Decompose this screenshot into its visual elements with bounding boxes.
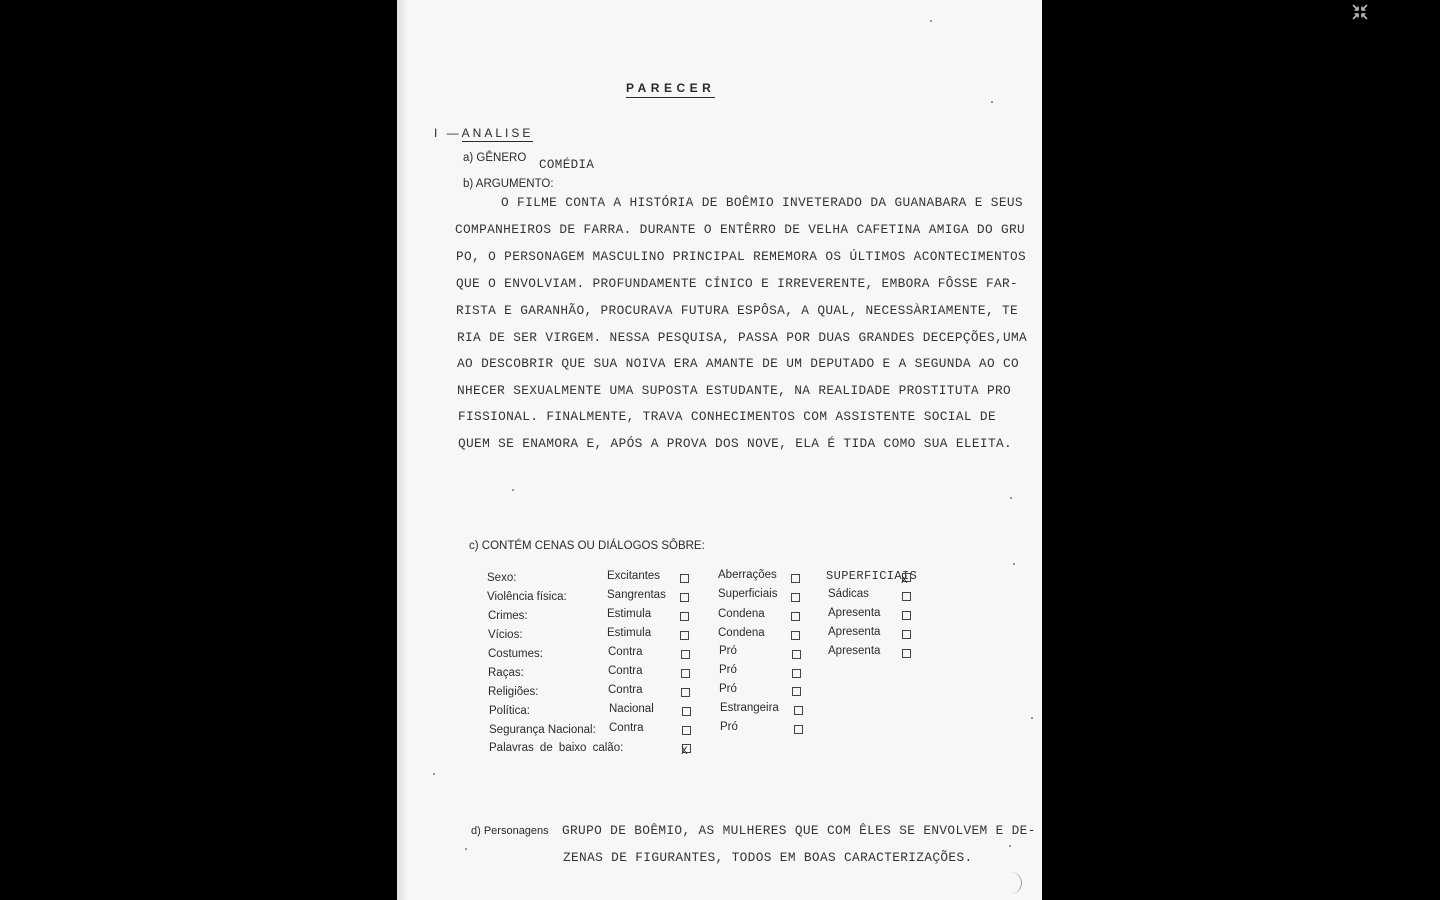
page-title: PARECER [626,81,715,98]
option-label: Sangrentas [607,589,666,601]
argumento-line: AO DESCOBRIR QUE SUA NOIVA ERA AMANTE DE UM DEPUTADO E A SEGUNDA AO CO [457,356,1020,371]
option-label: Pró [719,645,737,657]
checkbox[interactable] [902,611,911,620]
argumento-label: b) ARGUMENTO: [463,178,554,190]
checkbox[interactable] [680,593,689,602]
checkbox[interactable] [902,630,911,639]
checkbox-checked[interactable] [902,573,911,582]
document-page [397,0,1042,900]
option-label: Condena [718,627,765,639]
scan-artifact [1031,717,1033,719]
scan-artifact [433,773,435,775]
scan-artifact [1007,872,1022,894]
checkbox[interactable] [792,650,801,659]
scan-artifact [930,20,932,22]
option-label: Contra [608,646,643,658]
argumento-line: PO, O PERSONAGEM MASCULINO PRINCIPAL REMEMORA OS ÚLTIMOS ACONTECIMENTOS [456,249,1027,264]
scan-artifact [1009,845,1011,847]
scan-artifact [512,489,514,491]
checkbox[interactable] [791,574,800,583]
category-label: Costumes: [488,648,543,660]
argumento-line: COMPANHEIROS DE FARRA. DURANTE O ENTÊRRO DE VELHA CAFETINA AMIGA DO GRU [455,222,1026,237]
personagens-line: GRUPO DE BOÊMIO, AS MULHERES QUE COM ÊLES SE ENVOLVEM E DE- [562,823,1036,838]
option-label: Contra [608,684,643,696]
checkbox[interactable] [902,649,911,658]
option-label: Contra [609,722,644,734]
option-label: Aberrações [718,569,777,581]
argumento-line: NHECER SEXUALMENTE UMA SUPOSTA ESTUDANTE, NA REALIDADE PROSTITUTA PRO [457,383,1012,398]
option-label: Pró [719,664,737,676]
option-label: Pró [720,721,738,733]
option-label: Excitantes [607,570,661,582]
contem-label: c) CONTÉM CENAS OU DIÁLOGOS SÔBRE: [469,540,705,552]
category-label: Segurança Nacional: [489,724,596,736]
checkbox[interactable] [794,706,803,715]
checkbox[interactable] [792,687,801,696]
option-label: Estrangeira [720,702,779,714]
argumento-line: QUEM SE ENAMORA E, APÓS A PROVA DOS NOVE, ELA É TIDA COMO SUA ELEITA. [458,436,1013,451]
category-label: Sexo: [487,572,517,584]
scan-artifact [1010,497,1012,499]
personagens-label: d) Personagens [471,825,549,837]
checkbox[interactable] [680,631,689,640]
typed-option-label: SUPERFICIAIS [826,569,918,583]
category-label: Política: [489,705,530,717]
checkbox[interactable] [680,612,689,621]
section-label: ANALISE [461,126,534,140]
scan-artifact [991,101,993,103]
section-heading [434,126,533,140]
option-label: Pró [719,683,737,695]
checkbox[interactable] [682,726,691,735]
category-label: Crimes: [488,610,528,622]
checkbox[interactable] [680,574,689,583]
checkbox[interactable] [681,650,690,659]
argumento-line: FISSIONAL. FINALMENTE, TRAVA CONHECIMENTOS COM ASSISTENTE SOCIAL DE [458,409,996,424]
category-label: Raças: [488,667,524,679]
personagens-line: ZENAS DE FIGURANTES, TODOS EM BOAS CARACTERIZAÇÕES. [563,850,973,865]
scan-artifact [1013,563,1015,565]
option-label: Apresenta [828,607,881,619]
checkbox[interactable] [682,707,691,716]
checkbox[interactable] [902,592,911,601]
option-label: Sádicas [828,588,869,600]
option-label: Apresenta [828,645,881,657]
category-label: Palavras de baixo calão: [489,742,624,754]
checkbox[interactable] [791,593,800,602]
option-label: Nacional [609,703,654,715]
checkbox[interactable] [794,725,803,734]
checkbox[interactable] [791,612,800,621]
genero-value: COMÉDIA [539,158,595,172]
collapse-arrows-icon [1351,3,1369,21]
argumento-line: RIA DE SER VIRGEM. NESSA PESQUISA, PASSA POR DUAS GRANDES DECEPÇÕES,UMA [457,330,1028,345]
exit-fullscreen-button[interactable] [1351,3,1369,21]
section-number: I — [434,126,462,140]
category-label: Violência física: [487,591,567,603]
option-label: Condena [718,608,765,620]
option-label: Apresenta [828,626,881,638]
option-label: Contra [608,665,643,677]
argumento-line: RISTA E GARANHÃO, PROCURAVA FUTURA ESPÔSA, A QUAL, NECESSÀRIAMENTE, TE [456,303,1019,318]
category-label: Religiões: [488,686,539,698]
category-label: Vícios: [488,629,523,641]
scan-artifact [465,848,467,850]
option-label: Estimula [607,627,652,639]
checkbox[interactable] [681,669,690,678]
checkbox-checked[interactable] [682,744,691,753]
checkbox[interactable] [791,631,800,640]
option-label: Estimula [607,608,652,620]
argumento-line: O FILME CONTA A HISTÓRIA DE BOÊMIO INVETERADO DA GUANABARA E SEUS [501,195,1023,210]
checkbox[interactable] [792,669,801,678]
argumento-line: QUE O ENVOLVIAM. PROFUNDAMENTE CÍNICO E IRREVERENTE, EMBORA FÔSSE FAR- [456,276,1019,291]
genero-label: a) GÊNERO [463,152,527,164]
checkbox[interactable] [681,688,690,697]
option-label: Superficiais [718,588,778,600]
